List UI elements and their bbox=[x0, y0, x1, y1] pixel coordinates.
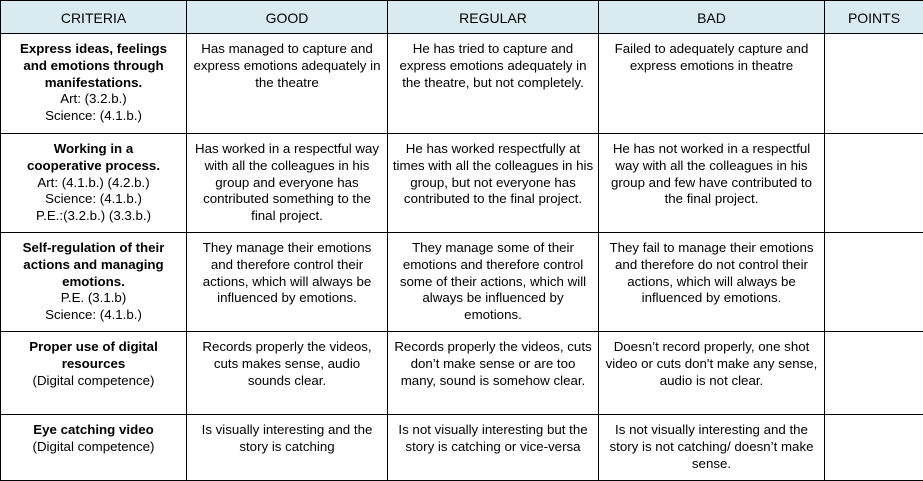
header-criteria: CRITERIA bbox=[1, 1, 187, 34]
criteria-reference: Science: (4.1.b.) bbox=[5, 191, 182, 208]
good-cell: They manage their emotions and therefore control their actions, which will always be influenced by emotions. bbox=[187, 233, 388, 332]
criteria-reference: Science: (4.1.b.) bbox=[5, 108, 182, 125]
regular-cell: Records properly the videos, cuts don’t make sense or are too many, sound is somehow clear. bbox=[388, 332, 599, 415]
good-cell: Is visually interesting and the story is catching bbox=[187, 415, 388, 481]
criteria-title: emotions. bbox=[5, 274, 182, 291]
criteria-cell bbox=[1, 34, 187, 134]
criteria-title: Express ideas, feelings bbox=[5, 41, 182, 58]
header-regular: REGULAR bbox=[388, 1, 599, 34]
regular-cell: He has worked respectfully at times with all the colleagues in his group, but not everyone has contributed to the final project. bbox=[388, 134, 599, 233]
criteria-reference: Art: (4.1.b.) (4.2.b.) bbox=[5, 175, 182, 192]
criteria-reference: P.E. (3.1.b) bbox=[5, 290, 182, 307]
criteria-reference: P.E.:(3.2.b.) (3.3.b.) bbox=[5, 208, 182, 225]
good-cell: Has managed to capture and express emotions adequately in the theatre bbox=[187, 34, 388, 134]
criteria-title: and emotions through bbox=[5, 58, 182, 75]
table-row bbox=[1, 332, 923, 415]
points-cell[interactable] bbox=[825, 415, 923, 481]
criteria-cell bbox=[1, 332, 187, 415]
points-cell[interactable] bbox=[825, 332, 923, 415]
table-row bbox=[1, 34, 923, 134]
bad-cell: Is not visually interesting and the story is not catching/ doesn’t make sense. bbox=[599, 415, 825, 481]
criteria-reference: (Digital competence) bbox=[5, 439, 182, 456]
criteria-reference: (Digital competence) bbox=[5, 373, 182, 390]
criteria-cell bbox=[1, 134, 187, 233]
regular-cell: He has tried to capture and express emotions adequately in the theatre, but not completely. bbox=[388, 34, 599, 134]
criteria-title: Working in a bbox=[5, 141, 182, 158]
criteria-title: actions and managing bbox=[5, 257, 182, 274]
bad-cell: He has not worked in a respectful way with all the colleagues in his group and few have contributed to the final project. bbox=[599, 134, 825, 233]
table-row bbox=[1, 134, 923, 233]
header-good: GOOD bbox=[187, 1, 388, 34]
good-cell: Records properly the videos, cuts makes sense, audio sounds clear. bbox=[187, 332, 388, 415]
bad-cell: Doesn’t record properly, one shot video or cuts don't make any sense, audio is not clear. bbox=[599, 332, 825, 415]
bad-cell: They fail to manage their emotions and therefore do not control their actions, which will always be influenced by emotions. bbox=[599, 233, 825, 332]
regular-cell: They manage some of their emotions and therefore control some of their actions, which will always be influenced by emotions. bbox=[388, 233, 599, 332]
table-row bbox=[1, 233, 923, 332]
regular-cell: Is not visually interesting but the story is catching or vice-versa bbox=[388, 415, 599, 481]
criteria-title: cooperative process. bbox=[5, 158, 182, 175]
criteria-reference: Art: (3.2.b.) bbox=[5, 91, 182, 108]
points-cell[interactable] bbox=[825, 233, 923, 332]
criteria-cell bbox=[1, 233, 187, 332]
points-cell[interactable] bbox=[825, 34, 923, 134]
bad-cell: Failed to adequately capture and express emotions in theatre bbox=[599, 34, 825, 134]
criteria-reference: Science: (4.1.b.) bbox=[5, 307, 182, 324]
criteria-title: Self-regulation of their bbox=[5, 240, 182, 257]
header-points: POINTS bbox=[825, 1, 923, 34]
header-row bbox=[1, 1, 923, 34]
criteria-title: manifestations. bbox=[5, 75, 182, 92]
table-row bbox=[1, 415, 923, 481]
criteria-title: Proper use of digital bbox=[5, 339, 182, 356]
points-cell[interactable] bbox=[825, 134, 923, 233]
criteria-cell bbox=[1, 415, 187, 481]
criteria-title: resources bbox=[5, 356, 182, 373]
header-bad: BAD bbox=[599, 1, 825, 34]
criteria-title: Eye catching video bbox=[5, 422, 182, 439]
good-cell: Has worked in a respectful way with all the colleagues in his group and everyone has contributed something to the final project. bbox=[187, 134, 388, 233]
